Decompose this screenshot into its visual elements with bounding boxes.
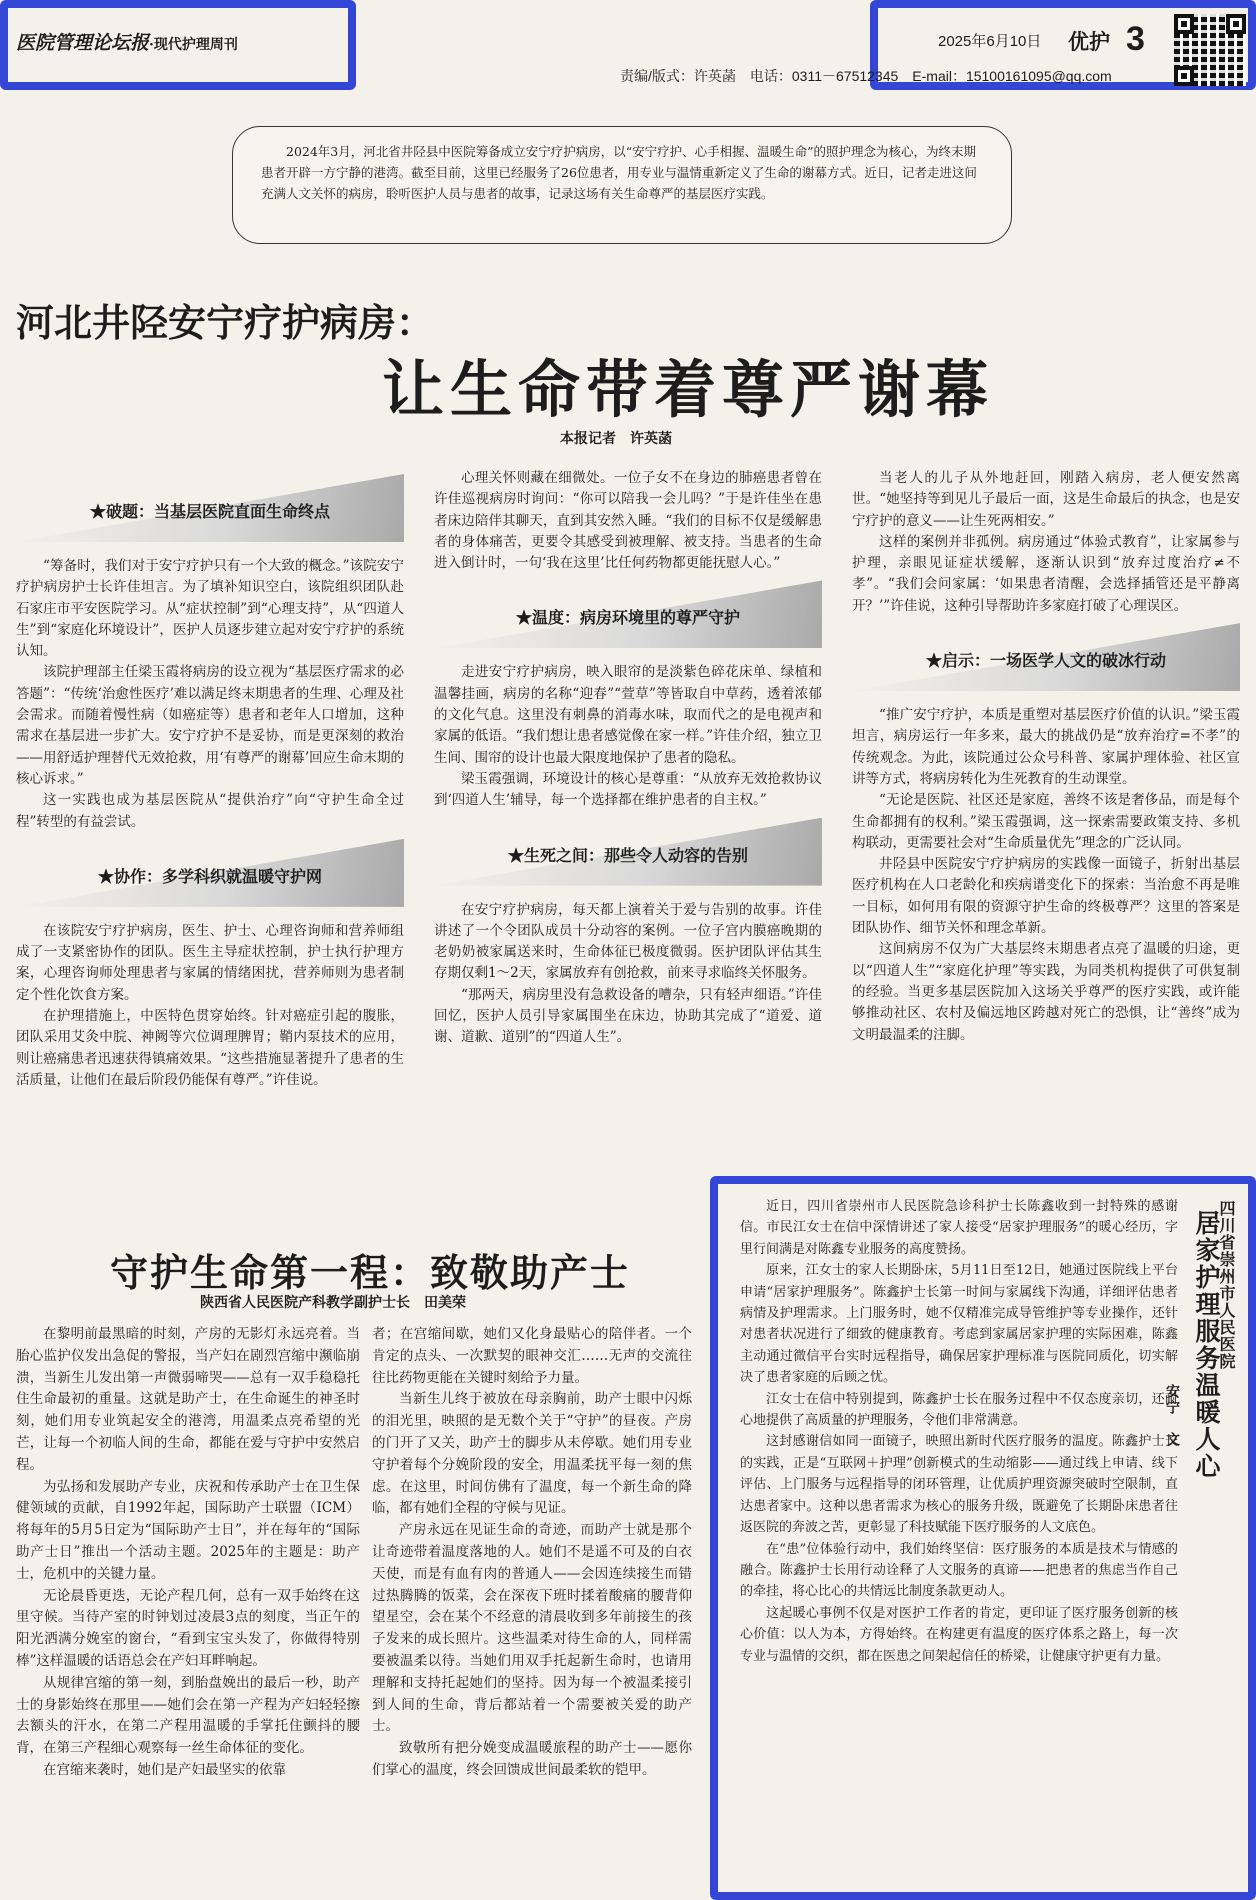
subheading: ★温度：病房环境里的尊严守护 bbox=[434, 580, 822, 648]
paragraph: 近日，四川省崇州市人民医院急诊科护士长陈鑫收到一封特殊的感谢信。市民江女士在信中深情讲述了家人接受“居家护理服务”的暖心经历，字里行间满是对陈鑫专业服务的高度赞扬。 bbox=[740, 1199, 1178, 1257]
story1-headline: 让生命带着尊严谢幕 bbox=[381, 356, 994, 425]
story1-column-3 bbox=[852, 468, 1240, 1046]
paper-supplement: ·现代护理周刊 bbox=[149, 37, 238, 53]
paragraph: 在黎明前最黑暗的时刻，产房的无影灯永远亮着。当胎心监护仪发出急促的警报，当产妇在剧烈宫缩中濒临崩溃，当新生儿发出第一声微弱啼哭——总有一双手稳稳托住生命最初的重量。这就是助产士，在生命诞生的神圣时刻，她们用专业筑起安全的港湾，用温柔点亮希望的光芒，让每一个初临人间的生命，都能在爱与守护中安然启程。 bbox=[16, 1326, 360, 1473]
paper-title: 医院管理论坛报 bbox=[16, 32, 150, 54]
paragraph: 这样的案例并非孤例。病房通过“体验式教育”，让家属参与护理，亲眼见证症状缓解，逐渐认识到“放弃过度治疗≠不孝”。“我们会问家属：‘如果患者清醒，会选择插管还是平静离开？’”许佳说，这种引导帮助许多家庭打破了心理误区。 bbox=[852, 533, 1240, 614]
story3-body bbox=[740, 1196, 1178, 1667]
paragraph: 从规律宫缩的第一刻，到胎盘娩出的最后一秒，助产士的身影始终在那里——她们会在第一产程为产妇轻轻擦去额头的汗水，在第二产程用温暖的手掌托住颤抖的腰背，在第三产程细心观察每一丝生命体征的变化。 bbox=[16, 1674, 360, 1757]
paragraph: 当新生儿终于被放在母亲胸前，助产士眼中闪烁的泪光里，映照的是无数个关于“守护”的昼夜。产房的门开了又关，助产士的脚步从未停歇。她们用专业守护着每个分娩阶段的安全，用温柔抚平每一刻的焦虑。在这里，时间仿佛有了温度，每一个新生命的降临，都有她们全程的守候与见证。 bbox=[372, 1391, 692, 1517]
paragraph: 在该院安宁疗护病房，医生、护士、心理咨询师和营养师组成了一支紧密协作的团队。医生主导症状控制，护士执行护理方案，心理咨询师处理患者与家属的情绪困扰，营养师则为患者制定个性化饮食方案。 bbox=[16, 922, 404, 1003]
paragraph: “那两天，病房里没有急救设备的嘈杂，只有轻声细语。”许佳回忆，医护人员引导家属围坐在床边，协助其完成了“道爱、道谢、道歉、道别”的“四道人生”。 bbox=[434, 986, 822, 1046]
lead-paragraph: 2024年3月，河北省井陉县中医院筹备成立安宁疗护病房，以“安宁疗护、心手相握、温暖生命”的照护理念为核心，为终末期患者开辟一方宁静的港湾。截至目前，这里已经服务了26位患者，用专业与温情重新定义了生命的谢幕方式。近日，记者走进这间充满人文关怀的病房，聆听医护人员与患者的故事，记录这场有关生命尊严的基层医疗实践。 bbox=[232, 126, 1012, 244]
story3-headline: 居家护理服务温暖人心 bbox=[1192, 1210, 1220, 1480]
paragraph: 走进安宁疗护病房，映入眼帘的是淡紫色碎花床单、绿植和温馨挂画，病房的名称“迎春”“萱草”等皆取自中草药，透着浓郁的文化气息。这里没有刺鼻的消毒水味，取而代之的是电视声和家属的低语。“我们想让患者感觉像在家一样。”许佳介绍，独立卫生间、围帘的设计也最大限度地保护了患者的隐私。 bbox=[434, 664, 822, 766]
paragraph: 在安宁疗护病房，每天都上演着关于爱与告别的故事。许佳讲述了一个令团队成员十分动容的案例。一位子宫内膜癌晚期的老奶奶被家属送来时，生命体征已极度微弱。医护团队评估其生存期仅剩1～2天，家属放弃有创抢救，前来寻求临终关怀服务。 bbox=[434, 901, 822, 982]
paragraph: 这封感谢信如同一面镜子，映照出新时代医疗服务的温度。陈鑫护士长的实践，正是“互联网＋护理”创新模式的生动缩影——通过线上申请、线下评估、上门服务与远程指导的闭环管理，让优质护理资源突破时空限制，直达患者家中。这种以患者需求为核心的服务升级，既避免了长期卧床患者往返医院的奔波之苦，更彰显了科技赋能下医疗服务的人文底色。 bbox=[740, 1434, 1178, 1536]
story1-byline: 本报记者 许英菡 bbox=[560, 430, 672, 446]
paragraph: 井陉县中医院安宁疗护病房的实践像一面镜子，折射出基层医疗机构在人口老龄化和疾病谱变化下的探索：当治愈不再是唯一目标，如何用有限的资源守护生命的终极尊严？这里的答案是团队协作、细节关怀和理念革新。 bbox=[852, 856, 1240, 937]
masthead-left bbox=[0, 0, 356, 90]
paragraph: 江女士在信中特别提到，陈鑫护士长在服务过程中不仅态度亲切，还耐心地提供了高质量的护理服务，令他们非常满意。 bbox=[740, 1391, 1178, 1429]
story3-org: 四川省崇州市人民医院 bbox=[1217, 1200, 1234, 1370]
paragraph: “无论是医院、社区还是家庭，善终不该是奢侈品，而是每个生命都拥有的权利。”梁玉霞强调，这一探索需要政策支持、多机构联动，更需要社会对“生命质量优先”理念的广泛认同。 bbox=[852, 792, 1240, 851]
paragraph: 原来，江女士的家人长期卧床，5月11日至12日，她通过医院线上平台申请“居家护理服务”。陈鑫护士长第一时间与家属线下沟通，详细评估患者病情及护理需求。上门服务时，她不仅精准完成导管维护等专业操作，还针对患者状况进行了细致的健康教育。考虑到家属居家护理的实际困难，陈鑫主动通过微信平台实时远程指导，确保居家护理标准与医院同质化，切实解决了患者家庭的后顾之忧。 bbox=[740, 1263, 1178, 1386]
story3-author: 安宁 文 bbox=[1165, 1384, 1181, 1448]
paragraph: 梁玉霞强调，环境设计的核心是尊重：“从放弃无效抢救协议到‘四道人生’辅导，每一个选择都在维护患者的自主权。” bbox=[434, 770, 822, 809]
qr-code-icon[interactable] bbox=[1174, 14, 1246, 86]
subheading: ★启示：一场医学人文的破冰行动 bbox=[852, 623, 1240, 691]
paragraph: 在“患”位体验行动中，我们始终坚信：医疗服务的本质是技术与情感的融合。陈鑫护士长用行动诠释了人文服务的真谛——把患者的焦虑当作自己的牵挂，将心比心的共情远比制度条款更动人。 bbox=[740, 1541, 1178, 1600]
story2-column-1 bbox=[16, 1324, 360, 1782]
subheading: ★生死之间：那些令人动容的告别 bbox=[434, 818, 822, 886]
paragraph: 无论晨昏更迭，无论产程几何，总有一双手始终在这里守候。当待产室的时钟划过凌晨3点的刻度，当正午的阳光洒满分娩室的窗台，“看到宝宝头发了，你做得特别棒”这样温暖的话语总会在产妇耳畔响起。 bbox=[16, 1587, 360, 1669]
paragraph: 这一实践也成为基层医院从“提供治疗”向“守护生命全过程”转型的有益尝试。 bbox=[16, 792, 404, 830]
paragraph: 在护理措施上，中医特色贯穿始终。针对癌症引起的腹胀，团队采用艾灸中脘、神阙等穴位调理脾胃；鞘内泵技术的应用，则让癌痛患者迅速获得镇痛效果。“这些措施显著提升了患者的生活质量，让他们在最后阶段仍能保有尊严。”许佳说。 bbox=[16, 1008, 404, 1088]
page-number: 3 bbox=[1126, 20, 1145, 58]
paragraph: 该院护理部主任梁玉霞将病房的设立视为“基层医疗需求的必答题”：“传统‘治愈性医疗’难以满足终末期患者的生理、心理及社会需求。而随着慢性病（如癌症等）患者和老年人口增加，这种需求在基层进一步扩大。安宁疗护不是妥协，而是更深刻的救治——用舒适护理替代无效抢救，用‘有尊严的谢幕’回应生命末期的核心诉求。” bbox=[16, 664, 404, 787]
story2-column-2 bbox=[372, 1324, 692, 1782]
paragraph: 者；在宫缩间歇，她们又化身最贴心的陪伴者。一个肯定的点头、一次默契的眼神交汇……无声的交流往往比药物更能在关键时刻给予力量。 bbox=[372, 1326, 692, 1386]
paragraph: 当老人的儿子从外地赶回，刚踏入病房，老人便安然离世。“她坚持等到见儿子最后一面，这是生命最后的执念，也是安宁疗护的意义——让生死两相安。” bbox=[852, 470, 1240, 529]
story1-kicker: 河北井陉安宁疗护病房： bbox=[16, 303, 435, 345]
paragraph: “筹备时，我们对于安宁疗护只有一个大致的概念。”该院安宁疗护病房护士长许佳坦言。为了填补知识空白，该院组织团队赴石家庄市平安医院学习。从“症状控制”到“心理支持”，从“四道人生”到“家庭化环境设计”，医护人员逐步建立起对安宁疗护的系统认知。 bbox=[16, 558, 404, 660]
paragraph: 心理关怀则藏在细微处。一位子女不在身边的肺癌患者曾在许佳巡视病房时询问：“你可以陪我一会儿吗？”于是许佳坐在患者床边陪伴其聊天，直到其安然入睡。“我们的目标不仅是缓解患者的身体痛苦，更要令其感受到被理解、被支持。当患者的生命进入倒计时，一句‘我在这里’比任何药物都更能抚慰人心。” bbox=[434, 470, 822, 572]
paragraph: 这起暖心事例不仅是对医护工作者的肯定，更印证了医疗服务创新的核心价值：以人为本，方得始终。在构建更有温度的医疗体系之路上，每一次专业与温情的交织，都在医患之间架起信任的桥梁，让健康守护更有力量。 bbox=[740, 1605, 1178, 1664]
paragraph: 这间病房不仅为广大基层终末期患者点亮了温暖的归途，更以“四道人生”“家庭化护理”等实践，为同类机构提供了可供复制的经验。当更多基层医院加入这场关乎尊严的医疗实践，或许能够推动社区、农村及偏远地区跨越对死亡的恐惧，让“善终”成为文明最温柔的注脚。 bbox=[852, 941, 1240, 1043]
section-name: 优护 bbox=[1068, 29, 1110, 54]
paragraph: 在宫缩来袭时，她们是产妇最坚实的依靠 bbox=[43, 1761, 286, 1778]
story2-headline: 守护生命第一程：致敬助产士 bbox=[110, 1253, 631, 1295]
paper-name bbox=[16, 28, 340, 55]
editor-contact: 责编/版式：许英菡 电话：0311－67512345 E-mail：15100161095@qq.com bbox=[620, 68, 1112, 84]
paragraph: 产房永远在见证生命的奇迹，而助产士就是那个让奇迹带着温度落地的人。她们不是遥不可及的白衣天使，而是有血有肉的普通人——会因连续接生而错过热腾腾的饭菜，会在深夜下班时揉着酸痛的腰背仰望星空，会在某个不经意的清晨收到多年前接生的孩子发来的成长照片。这些温柔对待生命的人，同样需要被温柔以待。当她们用双手托起新生命时，也请用理解和支持托起她们的坚持。因为每一个被温柔接引到人间的生命，背后都站着一个需要被关爱的助产士。 bbox=[372, 1522, 692, 1735]
paragraph: “推广安宁疗护，本质是重塑对基层医疗价值的认识。”梁玉霞坦言，病房运行一年多来，最大的挑战仍是“放弃治疗=不孝”的传统观念。为此，该院通过公众号科普、家属护理体验、社区宣讲等方式，将病房转化为生死教育的生动课堂。 bbox=[852, 707, 1240, 787]
paragraph: 为弘扬和发展助产专业，庆祝和传承助产士在卫生保健领域的贡献，自1992年起，国际助产士联盟（ICM）将每年的5月5日定为“国际助产士日”，并在每年的“国际助产士日”推出一个活动主题。2025年的主题是：助产士，危机中的关键力量。 bbox=[16, 1478, 360, 1582]
story3-box bbox=[710, 1176, 1256, 1900]
paragraph: 致敬所有把分娩变成温暖旅程的助产士——愿你们掌心的温度，终会回馈成世间最柔软的铠甲。 bbox=[372, 1740, 692, 1778]
subheading: ★破题：当基层医院直面生命终点 bbox=[16, 474, 404, 542]
story2-byline: 陕西省人民医院产科教学副护士长 田美荣 bbox=[200, 1294, 466, 1310]
story1-column-2 bbox=[434, 468, 822, 1049]
issue-date: 2025年6月10日 bbox=[938, 33, 1042, 50]
subheading: ★协作：多学科织就温暖守护网 bbox=[16, 839, 404, 907]
story1-column-1 bbox=[16, 468, 404, 1091]
